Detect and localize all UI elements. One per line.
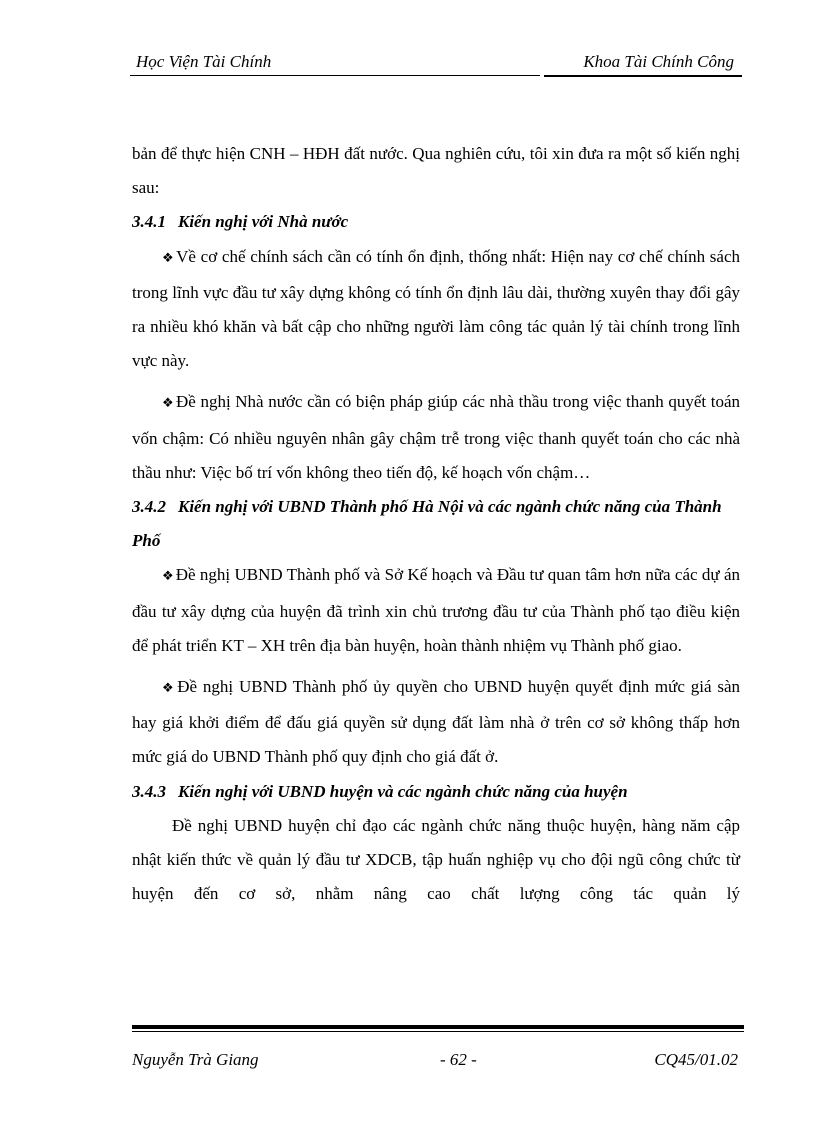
bullet-paragraph bbox=[132, 558, 740, 663]
bullet-text: Về cơ chế chính sách cần có tính ổn định, thống nhất: Hiện nay cơ chế chính sách trong lĩnh vực đầu tư xây dựng không có tính ổn định lâu dài, thường xuyên thay đổi gây ra nhiều khó khăn và bất cập cho những người làm công tác quản lý tài chính trong lĩnh vực này. bbox=[132, 246, 741, 371]
bullet-text: Đề nghị UBND Thành phố ủy quyền cho UBND huyện quyết định mức giá sàn hay giá khởi điểm để đấu giá quyền sử dụng đất làm nhà ở trên cơ sở không thấp hơn mức giá do UBND Thành phố quy định cho giá đất ở. bbox=[132, 677, 741, 767]
bullet-paragraph bbox=[132, 670, 740, 775]
bullet-paragraph bbox=[132, 385, 740, 490]
section-title: Kiến nghị với UBND Thành phố Hà Nội và các ngành chức năng của Thành Phố bbox=[132, 497, 722, 551]
bullet-text: Đề nghị UBND Thành phố và Sở Kế hoạch và Đầu tư quan tâm hơn nữa các dự án đầu tư xây dựng của huyện đã trình xin chủ trương đầu tư của Thành phố tạo điều kiện để phát triển KT – XH trên địa bàn huyện, hoàn thành nhiệm vụ Thành phố giao. bbox=[132, 565, 741, 655]
header-faculty: Khoa Tài Chính Công bbox=[583, 52, 734, 71]
footer-rule-thick bbox=[132, 1025, 744, 1029]
diamond-bullet-icon: ❖ bbox=[162, 681, 176, 697]
section-number: 3.4.1 bbox=[132, 212, 166, 232]
bullet-paragraph bbox=[132, 240, 740, 379]
diamond-bullet-icon: ❖ bbox=[162, 396, 175, 412]
body-paragraph: Đề nghị UBND huyện chỉ đạo các ngành chức năng thuộc huyện, hàng năm cập nhật kiến thức về quản lý đầu tư XDCB, tập huấn nghiệp vụ cho đội ngũ công chức từ huyện đến cơ sở, nhằm nâng cao chất lượng công tác quản lý bbox=[132, 815, 740, 904]
footer-author: Nguyễn Trà Giang bbox=[132, 1050, 259, 1069]
page-number: - 62 - bbox=[440, 1050, 477, 1069]
bullet-text: Đề nghị Nhà nước cần có biện pháp giúp các nhà thầu trong việc thanh quyết toán vốn chậm: Có nhiều nguyên nhân gây chậm trễ trong việc thanh quyết toán cho các nhà thầu như: Việc bố trí vốn không theo tiến độ, kế hoạch vốn chậm… bbox=[132, 392, 740, 482]
diamond-bullet-icon: ❖ bbox=[162, 569, 174, 585]
footer-rule-thin bbox=[132, 1031, 744, 1032]
header-rule-left bbox=[130, 75, 540, 76]
intro-paragraph: bản để thực hiện CNH – HĐH đất nước. Qua nghiên cứu, tôi xin đưa ra một số kiến nghị sau: bbox=[132, 144, 740, 198]
page-content bbox=[132, 137, 740, 911]
diamond-bullet-icon: ❖ bbox=[162, 250, 175, 266]
section-heading-3-4-3 bbox=[132, 775, 740, 809]
header-institution: Học Viện Tài Chính bbox=[136, 52, 272, 71]
section-heading-3-4-1 bbox=[132, 205, 740, 239]
section-heading-3-4-2 bbox=[132, 490, 740, 558]
section-title: Kiến nghị với Nhà nước bbox=[178, 212, 349, 232]
header-rule-right bbox=[544, 75, 742, 77]
section-number: 3.4.2 bbox=[132, 497, 166, 517]
page-header bbox=[130, 50, 742, 78]
section-number: 3.4.3 bbox=[132, 781, 166, 801]
footer-class-code: CQ45/01.02 bbox=[654, 1050, 738, 1069]
section-title: Kiến nghị với UBND huyện và các ngành chức năng của huyện bbox=[178, 781, 628, 801]
page-footer bbox=[132, 1050, 744, 1074]
